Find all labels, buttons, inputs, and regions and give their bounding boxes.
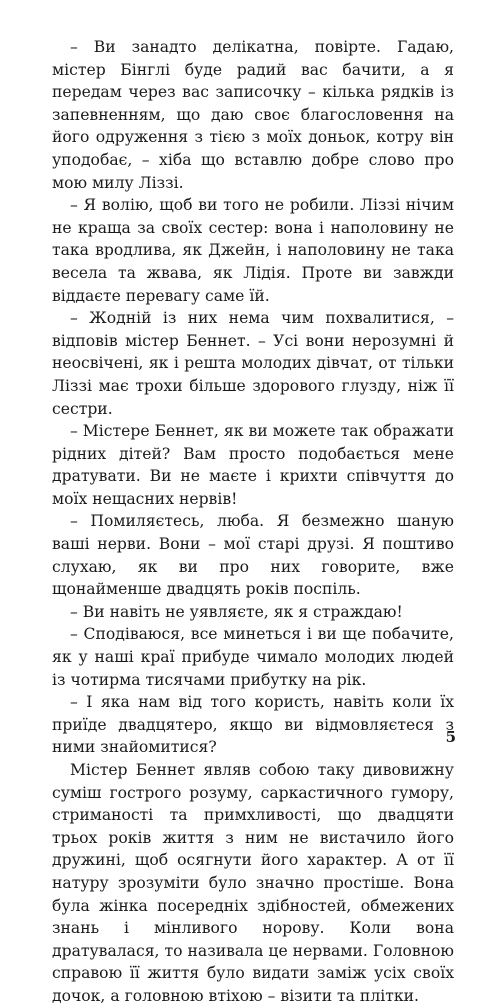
paragraph: – Ви занадто делікатна, повірте. Гадаю, містер Бінглі буде радий вас бачити, а я передам через вас записочку – кілька рядків із запевненням, що даю своє благословення на його одруження з тією з моїх доньок, котру він уподобає, – хіба що вставлю добре слово про мою милу Ліззі.	[52, 38, 454, 192]
paragraph: – Я волію, щоб ви того не робили. Ліззі нічим не краща за своїх сестер: вона і наполовину не така вродлива, як Джейн, і наполовину не така весела та жвава, як Лідія. Проте ви завжди віддаєте перевагу саме їй.	[52, 196, 454, 305]
paragraph: – Жодній із них нема чим похвалитися, – відповів містер Беннет. – Усі вони нерозумні й неосвічені, як і решта молодих дівчат, от тільки Ліззі має трохи більше здорового глузду, ніж її сестри.	[52, 309, 454, 418]
paragraph: – Помиляєтесь, люба. Я безмежно шаную ваші нерви. Вони – мої старі друзі. Я поштиво слухаю, як ви про них говорите, вже щонайменше двадцять років поспіль.	[52, 512, 454, 599]
body-text	[52, 36, 454, 1008]
paragraph: Містер Беннет являв собою таку дивовижну суміш гострого розуму, саркастичного гумору, стриманості та примхливості, що двадцяти трьох років життя з ним не вистачило його дружині, щоб осягнути його характер. А от її натуру зрозуміти було значно простіше. Вона була жінка посередніх здібностей, обмежених знань і мінливого норову. Коли вона дратувалася, то називала це нервами. Головною справою її життя було видати заміж усіх своїх дочок, а головною втіхою – візити та плітки.	[52, 761, 454, 1005]
paragraph: – Сподіваюся, все минеться і ви ще побачите, як у наші краї прибуде чимало молодих людей із чотирма тисячами прибутку на рік.	[52, 625, 454, 689]
paragraph: – Містере Беннет, як ви можете так ображати рідних дітей? Вам просто подобається мене дратувати. Ви не маєте і крихти співчуття до моїх нещасних нервів!	[52, 422, 454, 508]
paragraph: – Ви навіть не уявляєте, як я страждаю!	[70, 602, 403, 621]
paragraph: – І яка нам від того користь, навіть коли їх приїде двадцятеро, якщо ви відмовляєтеся з ними знайомитися?	[52, 693, 454, 757]
page-number: 5	[445, 728, 456, 746]
